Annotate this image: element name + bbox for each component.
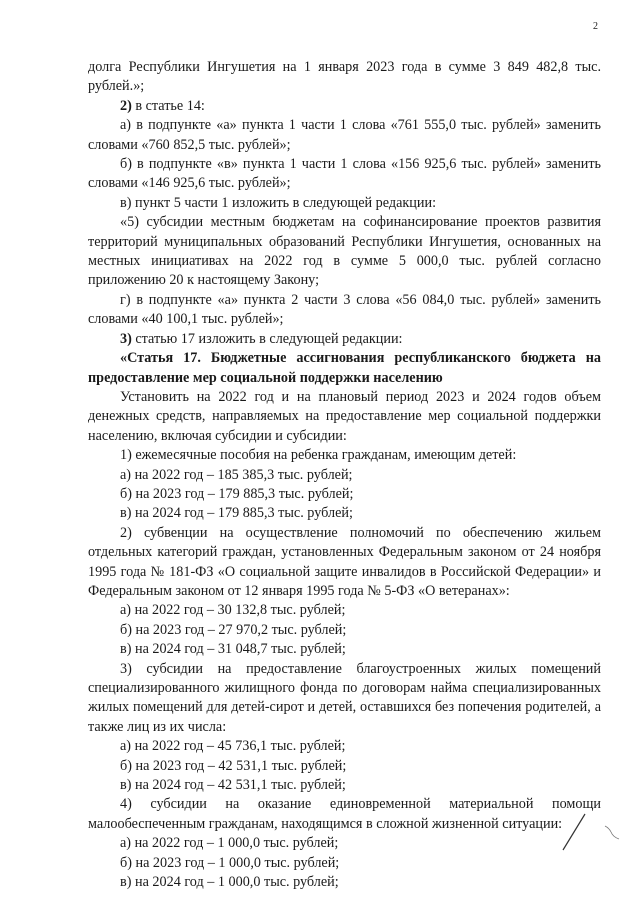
document-paragraph: б) на 2023 год – 179 885,3 тыс. рублей; [120, 485, 354, 502]
document-paragraph: «Статья 17. Бюджетные ассигнования республиканского бюджета на предоставление мер социальной поддержки населению [88, 350, 601, 386]
document-paragraph: б) на 2023 год – 42 531,1 тыс. рублей; [120, 757, 347, 774]
document-paragraph: 2) субвенции на осуществление полномочий по обеспечению жильем отдельных категорий граждан, установленных Федеральным законом от 24 ноября 1995 года № 181-ФЗ «О социальной защите инвалидов в Российской Федерации» и Федеральным законом от 12 января 1995 года № 5-ФЗ «О ветеранах»: [88, 524, 601, 599]
document-paragraph: б) в подпункте «в» пункта 1 части 1 слова «156 925,6 тыс. рублей» заменить словами «146 925,6 тыс. рублей»; [88, 156, 601, 192]
document-paragraph: а) на 2022 год – 1 000,0 тыс. рублей; [120, 835, 339, 852]
handwritten-signature-mark [555, 808, 625, 858]
document-paragraph: Установить на 2022 год и на плановый период 2023 и 2024 годов объем денежных средств, направляемых на предоставление мер социальной поддержки населению, включая субсидии и субсидии: [88, 388, 601, 444]
document-paragraph: в) на 2024 год – 42 531,1 тыс. рублей; [120, 777, 346, 794]
document-paragraph: долга Республики Ингушетия на 1 января 2023 года в сумме 3 849 482,8 тыс. рублей.»; [88, 59, 601, 95]
document-paragraph: а) в подпункте «а» пункта 1 части 1 слова «761 555,0 тыс. рублей» заменить словами «760 852,5 тыс. рублей»; [88, 117, 601, 153]
document-paragraph: г) в подпункте «а» пункта 2 части 3 слова «56 084,0 тыс. рублей» заменить словами «40 100,1 тыс. рублей»; [88, 291, 601, 328]
document-paragraph: 2) в статье 14: [120, 97, 205, 114]
document-paragraph: 3) статью 17 изложить в следующей редакции: [120, 330, 403, 347]
document-paragraph: 3) субсидии на предоставление благоустроенных жилых помещений специализированного жилищного фонда по договорам найма специализированных жилых помещений для детей-сирот и детей, оставшихся без попечения родителей, а также лиц из их числа: [88, 660, 601, 735]
document-paragraph: а) на 2022 год – 30 132,8 тыс. рублей; [120, 602, 346, 619]
document-paragraph: б) на 2023 год – 27 970,2 тыс. рублей; [120, 621, 347, 638]
document-paragraph: 4) субсидии на оказание единовременной материальной помощи малообеспеченным гражданам, находящимся в сложной жизненной ситуации: [88, 796, 601, 832]
document-paragraph: а) на 2022 год – 185 385,3 тыс. рублей; [120, 466, 353, 483]
document-paragraph: в) на 2024 год – 179 885,3 тыс. рублей; [120, 505, 353, 522]
document-paragraph: «5) субсидии местным бюджетам на софинансирование проектов развития территорий муниципальных образований Республики Ингушетия, основанных на местных инициативах на 2022 год в сумме 5 000,0 тыс. рублей согласно приложению 20 к настоящему Закону; [88, 214, 601, 289]
document-paragraph: в) пункт 5 части 1 изложить в следующей редакции: [120, 194, 437, 211]
document-paragraph: 1) ежемесячные пособия на ребенка гражданам, имеющим детей: [120, 447, 517, 464]
document-paragraph: в) на 2024 год – 31 048,7 тыс. рублей; [120, 641, 346, 658]
page-number: 2 [593, 21, 598, 32]
document-body [88, 58, 601, 892]
document-paragraph: б) на 2023 год – 1 000,0 тыс. рублей; [120, 854, 340, 871]
document-paragraph: а) на 2022 год – 45 736,1 тыс. рублей; [120, 738, 346, 755]
document-paragraph: в) на 2024 год – 1 000,0 тыс. рублей; [120, 874, 339, 891]
